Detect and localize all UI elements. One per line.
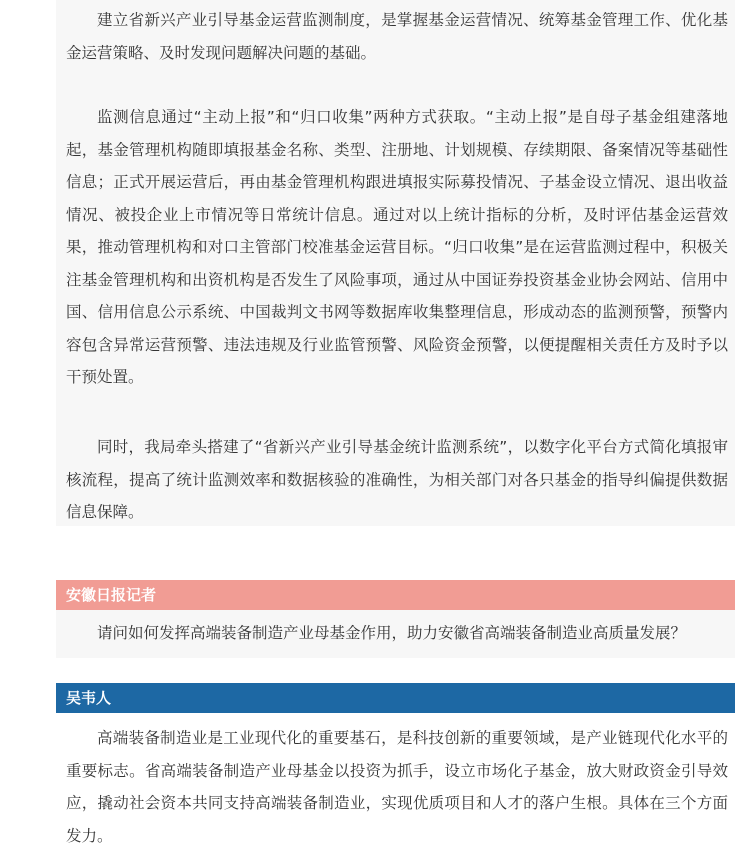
reporter-question: 请问如何发挥高端装备制造产业母基金作用，助力安徽省高端装备制造业高质量发展？ bbox=[97, 624, 687, 642]
reporter-label-bar: 安徽日报记者 bbox=[56, 580, 735, 610]
answer-paragraph-2: 监测信息通过“主动上报”和“归口收集”两种方式获取。“主动上报”是自母子基金组建落地起，基金管理机构随即填报基金名称、类型、注册地、计划规模、存续期限、备案情况等基础性信息；正式开展运营后，再由基金管理机构跟进填报实际募投情况、子基金设立情况、退出收益情况、被投企业上市情况等日常统计信息。通过对以上统计指标的分析，及时评估基金运营效果，推动管理机构和对口主管部门校准基金运营目标。“归口收集”是在运营监测过程中，积极关注基金管理机构和出资机构是否发生了风险事项，通过从中国证券投资基金业协会网站、信用中国、信用信息公示系统、中国裁判文书网等数据库收集整理信息，形成动态的监测预警，预警内容包含异常运营预警、违法违规及行业监管预警、风险资金预警，以便提醒相关责任方及时予以干预处置。 bbox=[66, 108, 728, 386]
answer-paragraph-1: 建立省新兴产业引导基金运营监测制度，是掌握基金运营情况、统筹基金管理工作、优化基金运营策略、及时发现问题解决问题的基础。 bbox=[66, 11, 728, 62]
answer-paragraph-3: 同时，我局牵头搭建了“省新兴产业引导基金统计监测系统”，以数字化平台方式简化填报审核流程，提高了统计监测效率和数据核验的准确性，为相关部门对各只基金的指导纠偏提供数据信息保障。 bbox=[66, 438, 728, 521]
speaker-label-bar: 吴韦人 bbox=[56, 683, 735, 713]
speaker-answer: 高端装备制造业是工业现代化的重要基石，是科技创新的重要领域，是产业链现代化水平的重要标志。省高端装备制造产业母基金以投资为抓手，设立市场化子基金，放大财政资金引导效应，撬动社会资本共同支持高端装备制造业，实现优质项目和人才的落户生根。具体在三个方面发力。 bbox=[66, 729, 728, 845]
